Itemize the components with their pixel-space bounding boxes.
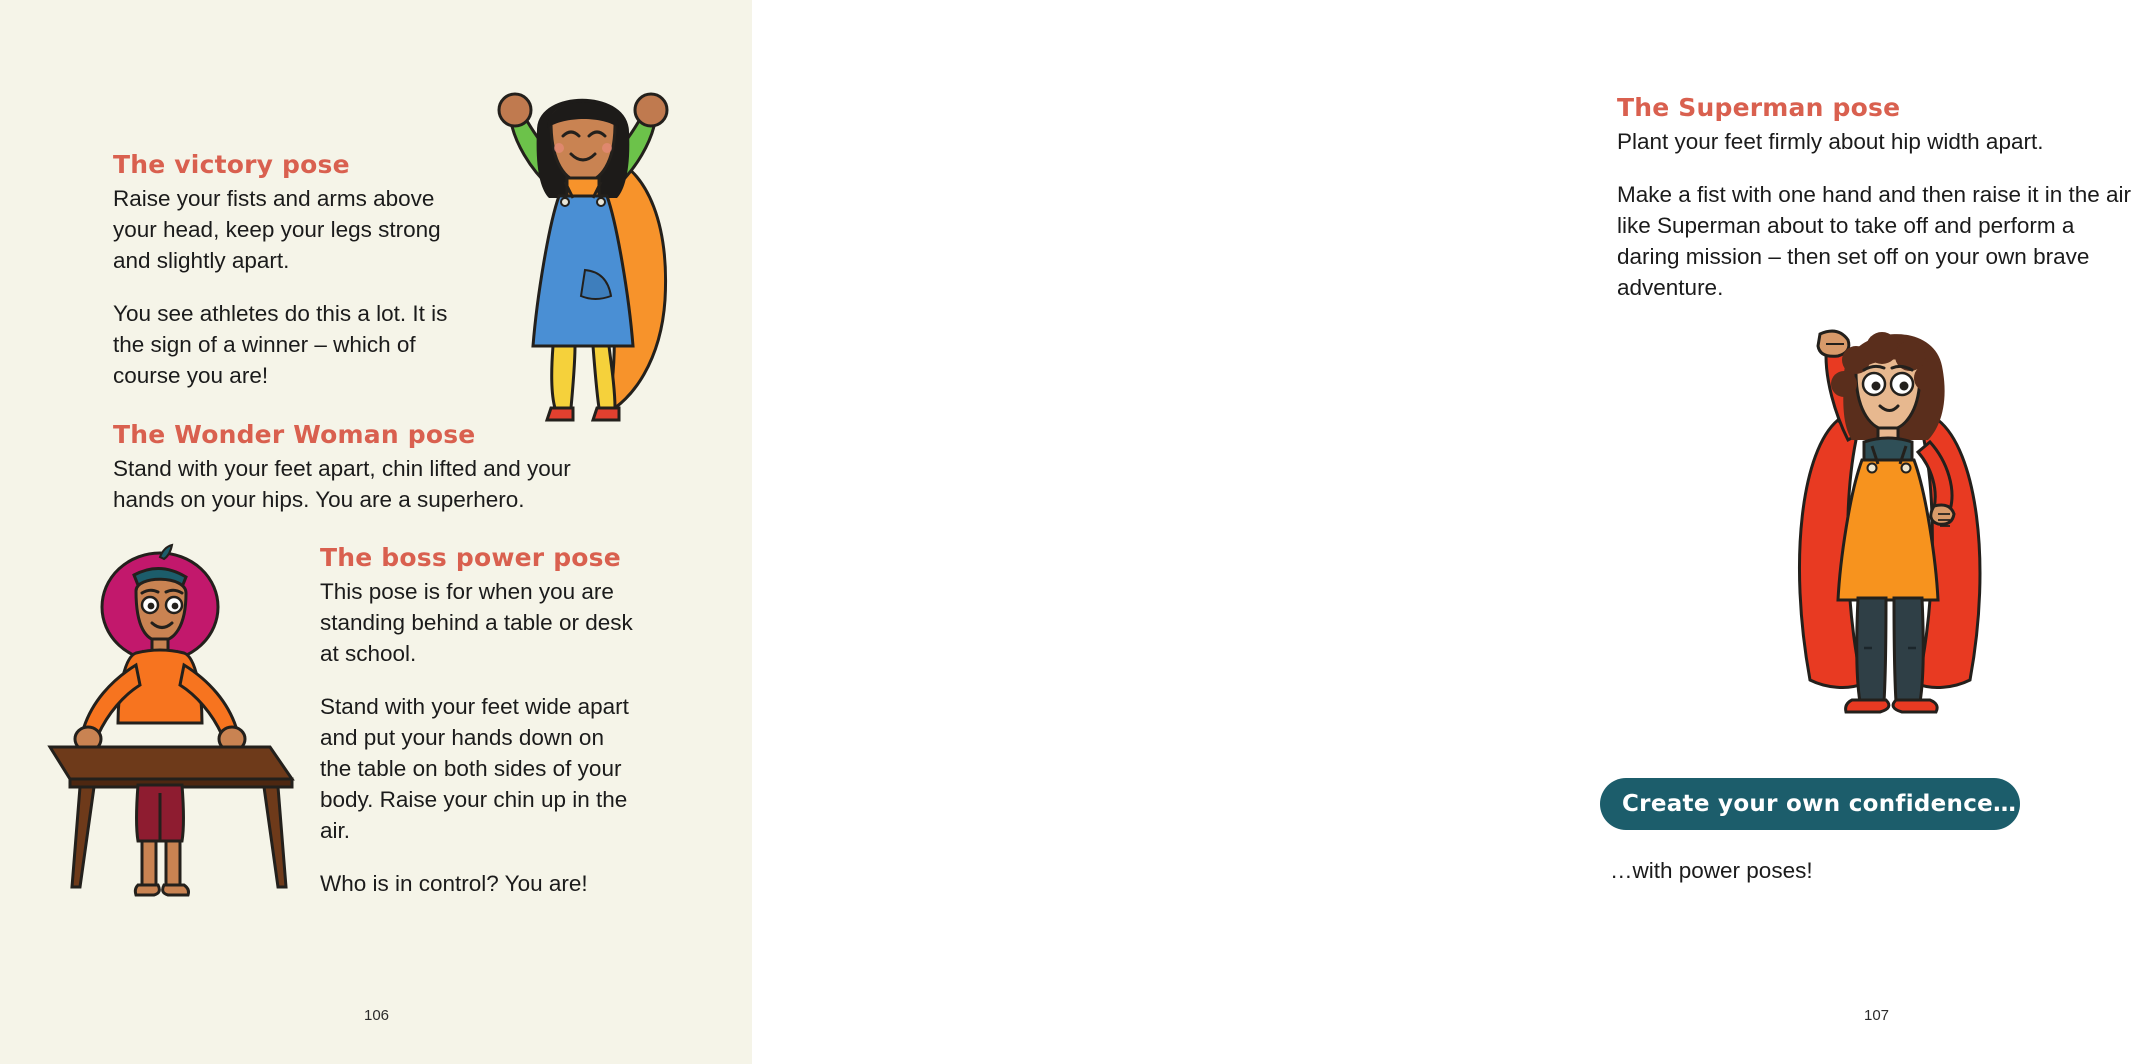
page-number-left: 106 [364, 1007, 390, 1024]
paragraph-spacer [320, 669, 640, 691]
section-heading: The Wonder Woman pose [113, 420, 476, 449]
section-paragraph: Stand with your feet apart, chin lifted and your hands on your hips. You are a superhero. [113, 456, 571, 512]
section-heading: The Superman pose [1617, 93, 1901, 122]
section-paragraph: Who is in control? You are! [320, 871, 588, 896]
left-page [0, 0, 752, 1064]
paragraph-spacer [320, 846, 640, 868]
section-paragraph: Plant your feet firmly about hip width apart. [1617, 129, 2044, 154]
paragraph-spacer [113, 276, 453, 298]
section-paragraph: You see athletes do this a lot. It is the sign of a winner – which of course you are! [113, 301, 448, 388]
section-heading: The boss power pose [320, 543, 621, 572]
section-heading: The victory pose [113, 150, 350, 179]
page-number-right: 107 [1864, 1007, 1890, 1024]
section-paragraph: Raise your fists and arms above your head, keep your legs strong and slightly apart. [113, 186, 441, 273]
girl-boss-pose-at-table-illustration [40, 535, 320, 915]
section-paragraph: Stand with your feet wide apart and put your hands down on the table on both sides of your body. Raise your chin up in the air. [320, 694, 629, 843]
status-badge [1600, 778, 2020, 830]
section-victory-pose [113, 150, 453, 391]
girl-superman-pose-illustration [1752, 300, 2032, 760]
right-page [752, 0, 2132, 1064]
section-superman-pose [1617, 93, 2137, 303]
section-paragraph: Make a fist with one hand and then raise it in the air like Superman about to take off and perform a daring mission – then set off on your own brave adventure. [1617, 182, 2132, 300]
girl-victory-pose-illustration [455, 70, 715, 450]
section-paragraph: This pose is for when you are standing behind a table or desk at school. [320, 579, 633, 666]
caption-text: …with power poses! [1610, 858, 1813, 883]
banner-label: Create your own confidence… [1622, 791, 2017, 817]
section-caption [1610, 855, 2010, 886]
paragraph-spacer [1617, 157, 2137, 179]
section-boss-power-pose [320, 543, 640, 899]
